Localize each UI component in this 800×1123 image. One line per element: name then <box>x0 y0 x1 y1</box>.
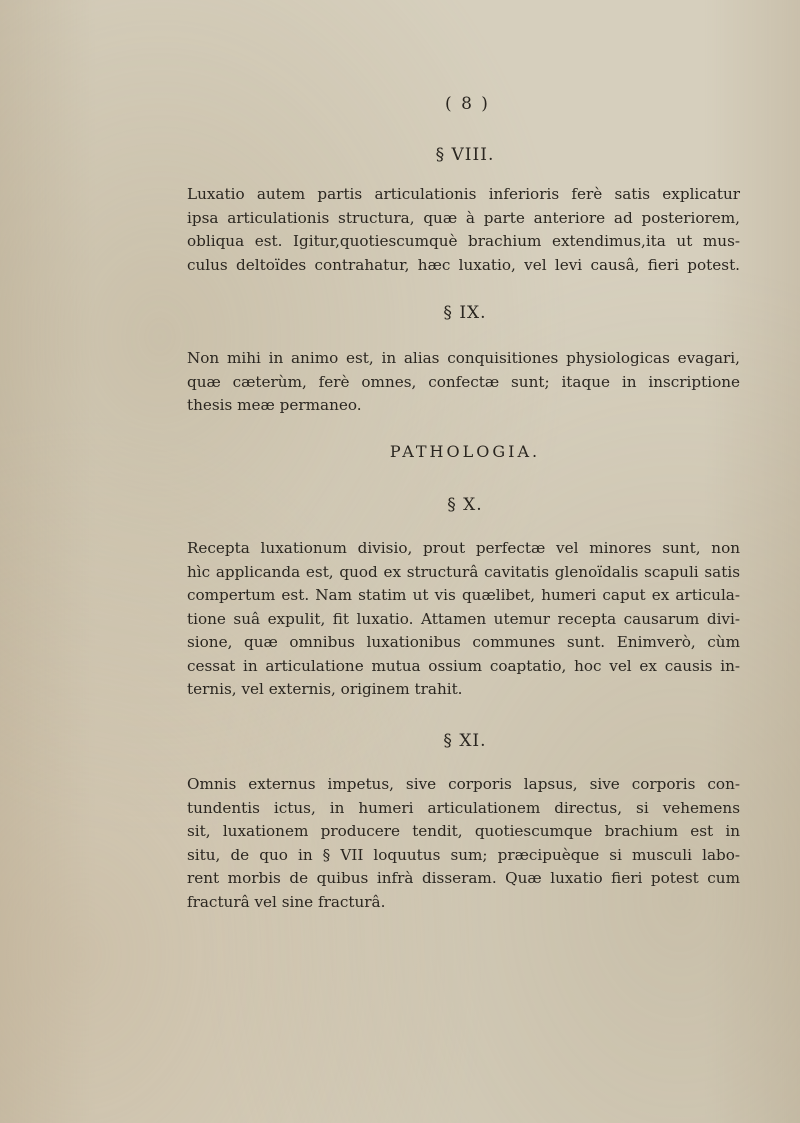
text-line: hìc applicanda est, quod ex structurâ cavitatis glenoïdalis scapuli satis <box>187 562 740 581</box>
text-line: Luxatio autem partis articulationis inferioris ferè satis explicatur <box>187 185 740 203</box>
text-line: tione suâ expulit, fit luxatio. Attamen utemur recepta causarum divi- <box>187 609 740 628</box>
text-line: obliqua est. Igitur,quotiescumquè brachium extendimus,ita ut mus- <box>187 232 740 250</box>
page-number: ( 8 ) <box>445 94 490 114</box>
text-line: ternis, vel externis, originem trahit. <box>187 680 463 698</box>
paragraph-viii <box>187 183 740 277</box>
text-line: cessat in articulatione mutua ossium coaptatio, hoc vel ex causis in- <box>187 656 740 675</box>
text-line: Omnis externus impetus, sive corporis lapsus, sive corporis con- <box>187 775 740 793</box>
text-line: sit, luxationem producere tendit, quotiescumque brachium est in <box>187 822 740 840</box>
chapter-heading-pathologia: PATHOLOGIA. <box>389 442 541 461</box>
paragraph-ix <box>187 347 740 418</box>
text-line: thesis meæ permaneo. <box>187 396 362 414</box>
text-line: Non mihi in animo est, in alias conquisitiones physiologicas evagari, <box>187 349 740 367</box>
text-line: fracturâ vel sine fracturâ. <box>187 892 386 911</box>
text-line: situ, de quo in § VII loquutus sum; præcipuèque si musculi labo- <box>187 845 740 864</box>
text-line: ipsa articulationis structura, quæ à parte anteriore ad posteriorem, <box>187 208 740 227</box>
paragraph-xi <box>187 773 740 914</box>
text-line: compertum est. Nam statim ut vis quælibet, humeri caput ex articula- <box>187 586 740 604</box>
text-line: quæ cæterùm, ferè omnes, confectæ sunt; itaque in inscriptione <box>187 372 740 391</box>
section-heading-ix: § IX. <box>443 303 487 323</box>
text-line: sione, quæ omnibus luxationibus communes sunt. Enimverò, cùm <box>187 633 740 651</box>
section-heading-x: § X. <box>447 495 483 515</box>
text-line: rent morbis de quibus infrà disseram. Quæ luxatio fieri potest cum <box>187 869 740 887</box>
paragraph-x <box>187 537 740 702</box>
text-line: culus deltoïdes contrahatur, hæc luxatio, vel levi causâ, fieri potest. <box>187 255 740 274</box>
section-heading-xi: § XI. <box>443 731 487 751</box>
text-line: Recepta luxationum divisio, prout perfectæ vel minores sunt, non <box>187 539 740 557</box>
text-line: tundentis ictus, in humeri articulationem directus, si vehemens <box>187 798 740 817</box>
section-heading-viii: § VIII. <box>435 145 495 165</box>
